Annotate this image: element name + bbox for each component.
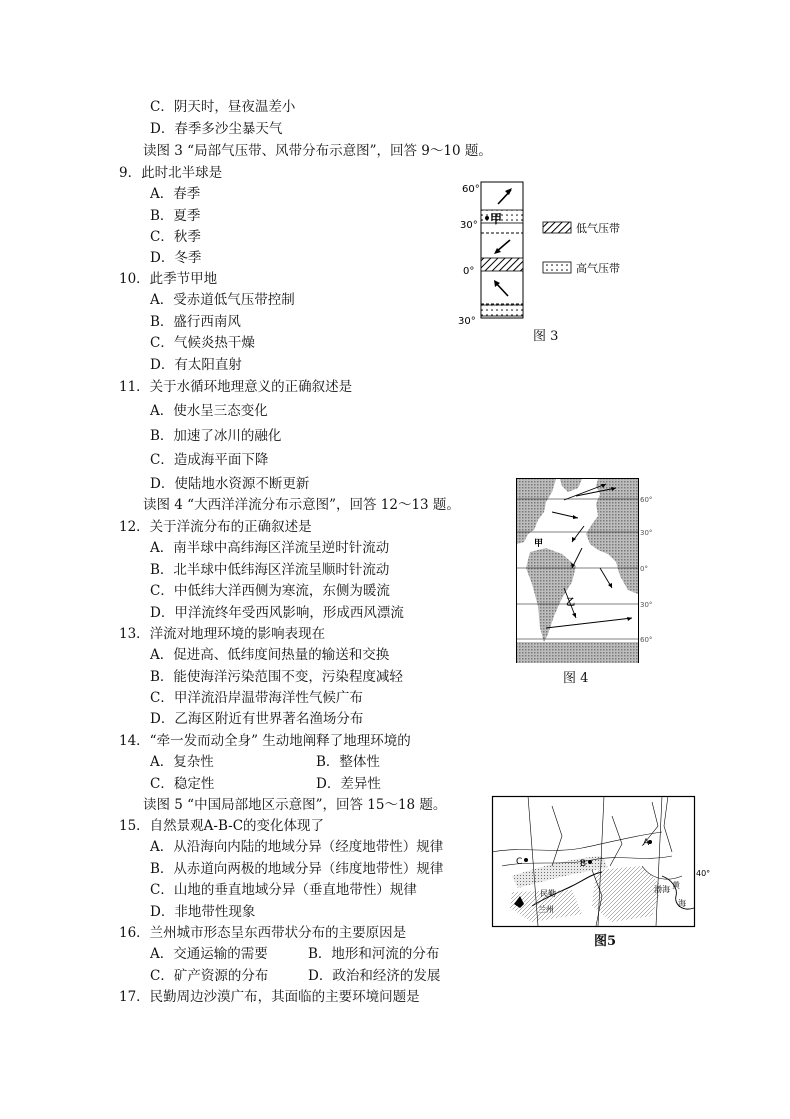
legend-high-label: 高气压带	[576, 262, 620, 275]
lat-40-label: 40°	[696, 869, 711, 878]
option-line: A．受赤道低气压带控制	[150, 292, 295, 308]
question-line: 13．洋流对地理环境的影响表现在	[119, 626, 326, 642]
option-line: D．乙海区附近有世界著名渔场分布	[150, 711, 364, 727]
option-line: A．使水呈三态变化	[150, 403, 268, 419]
figure-5-caption: 图5	[594, 934, 617, 949]
high-pressure-band	[481, 305, 523, 316]
figure-3-caption: 图 3	[533, 329, 559, 344]
option-line: D．有太阳直射	[150, 357, 242, 373]
option-line: A．交通运输的需要	[150, 946, 268, 962]
lanzhou-label: 兰州	[538, 905, 554, 914]
option-line: C．甲洋流沿岸温带海洋性气候广布	[150, 690, 363, 706]
question-line: 10．此季节甲地	[119, 271, 218, 287]
minqin-label: 民勤	[540, 889, 556, 898]
question-line: 14．“牵一发而动全身” 生动地阐释了地理环境的	[119, 733, 411, 749]
question-line: 9．此时北半球是	[119, 165, 223, 181]
lat-label: 60°	[640, 636, 653, 644]
figure-4-atlantic-currents	[516, 478, 666, 664]
lat-label: 30°	[458, 316, 476, 327]
question-line: 11．关于水循环地理意义的正确叙述是	[119, 379, 353, 395]
option-line: B．夏季	[150, 208, 201, 224]
lat-label: 0°	[640, 565, 648, 573]
option-line: B．地形和河流的分布	[308, 946, 440, 962]
option-line: C．造成海平面下降	[150, 452, 269, 468]
figure-3-pressure-belts	[450, 178, 650, 328]
bohai-label: 黄	[672, 881, 680, 890]
option-line: C．矿产资源的分布	[150, 968, 269, 984]
landmass-antarctica	[517, 642, 638, 663]
option-line: D．春季多沙尘暴天气	[150, 121, 283, 137]
option-line: C．中低纬大洋西侧为寒流，东侧为暖流	[150, 583, 390, 599]
option-line: B．整体性	[316, 754, 380, 770]
option-line: B．盛行西南风	[150, 314, 241, 330]
option-line: A．促进高、低纬度间热量的输送和交换	[150, 647, 390, 663]
option-line: D．冬季	[150, 250, 202, 266]
bohai-label: 海	[678, 899, 686, 908]
point-b-label: B	[580, 859, 587, 869]
legend-high-swatch	[543, 262, 571, 273]
instruction-line: 读图 5 “中国局部地区示意图”，回答 15～18 题。	[143, 797, 447, 813]
legend-low-label: 低气压带	[576, 222, 620, 235]
option-line: D．甲洋流终年受西风影响，形成西风漂流	[150, 605, 404, 621]
jia-label: 甲	[490, 212, 503, 226]
option-line: D．使陆地水资源不断更新	[150, 476, 310, 492]
lat-label: 30°	[640, 601, 653, 609]
option-line: A．春季	[150, 186, 201, 202]
figure-4-caption: 图 4	[563, 671, 589, 686]
yi-label: 乙	[566, 598, 576, 608]
lat-label: 30°	[640, 529, 653, 537]
option-line: B．北半球中低纬海区洋流呈顺时针流动	[150, 562, 390, 578]
instruction-line: 读图 4 “大西洋洋流分布示意图”，回答 12～13 题。	[143, 497, 460, 513]
legend-low-swatch	[543, 222, 571, 233]
option-line: C．山地的垂直地域分异（垂直地带性）规律	[150, 882, 417, 898]
lat-label: 0°	[463, 266, 475, 277]
bohai-label: 渤海	[654, 885, 670, 894]
question-line: 16．兰州城市形态呈东西带状分布的主要原因是	[119, 925, 407, 941]
option-line: D．非地带性现象	[150, 904, 256, 920]
point-c-label: C	[516, 857, 523, 867]
option-line: C．秋季	[150, 229, 201, 245]
instruction-line: 读图 3 “局部气压带、风带分布示意图”，回答 9～10 题。	[143, 143, 492, 159]
figure-5-china-map	[492, 796, 711, 932]
point-a-label: A	[643, 838, 650, 848]
diagram-column	[481, 182, 523, 318]
option-line: B．加速了冰川的融化	[150, 428, 282, 444]
option-line: A．从沿海向内陆的地域分异（经度地带性）规律	[150, 839, 444, 855]
question-line: 15．自然景观A-B-C的变化体现了	[119, 818, 325, 834]
option-line: C．稳定性	[150, 776, 215, 792]
low-pressure-band	[481, 258, 523, 271]
lat-label: 30°	[460, 220, 478, 231]
jia-label: 甲	[534, 539, 544, 549]
option-line: B．能使海洋污染范围不变，污染程度减轻	[150, 669, 403, 685]
option-line: D．差异性	[316, 776, 381, 792]
question-line: 17．民勤周边沙漠广布，其面临的主要环境问题是	[119, 989, 420, 1005]
option-line: A．复杂性	[150, 754, 214, 770]
option-line: B．从赤道向两极的地域分异（纬度地带性）规律	[150, 861, 444, 877]
option-line: D．政治和经济的发展	[308, 968, 441, 984]
option-line: A．南半球中高纬海区洋流呈逆时针流动	[150, 540, 390, 556]
option-line: C．阴天时，昼夜温差小	[150, 99, 296, 115]
lat-label: 60°	[640, 496, 653, 504]
question-line: 12．关于洋流分布的正确叙述是	[119, 519, 312, 535]
lat-label: 60°	[462, 184, 480, 195]
option-line: C．气候炎热干燥	[150, 335, 255, 351]
